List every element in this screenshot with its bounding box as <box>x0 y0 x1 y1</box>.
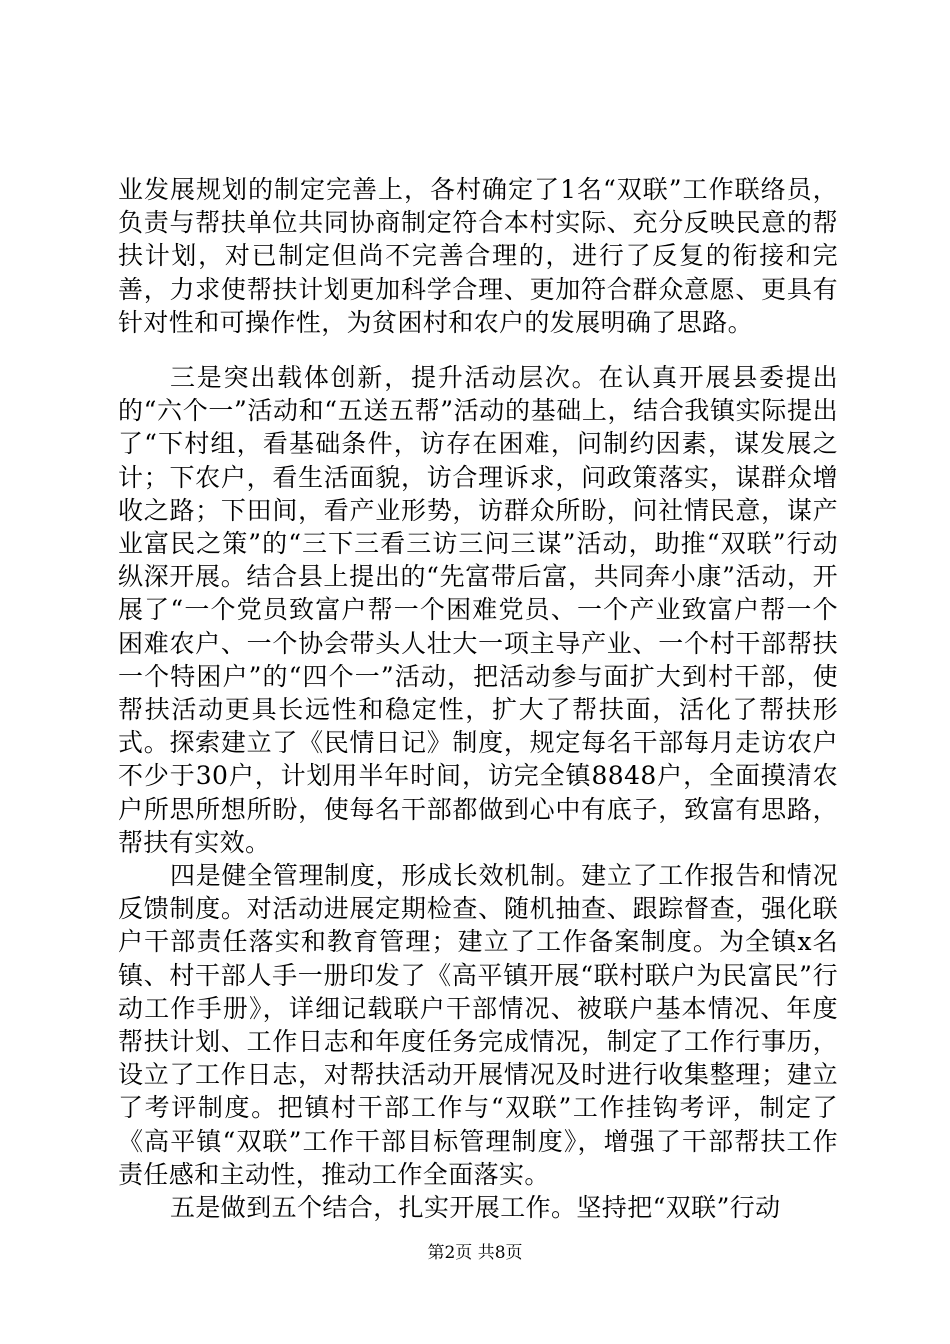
document-body <box>118 173 838 1224</box>
page-footer: 第2页 共8页 <box>427 1243 523 1263</box>
paragraph-five-combinations: 五是做到五个结合，扎实开展工作。坚持把“双联”行动 <box>170 1193 781 1223</box>
paragraph-management-system: 四是健全管理制度，形成长效机制。建立了工作报告和情况反馈制度。对活动进展定期检查、随机抽查、跟踪督查，强化联户干部责任落实和教育管理；建立了工作备案制度。为全镇x名镇、村干部人手一册印发了《高平镇开展“联村联户为民富民”行动工作手册》，详细记载联户干部情况、被联户基本情况、年度帮扶计划、工作日志和年度任务完成情况，制定了工作行事历，设立了工作日志，对帮扶活动开展情况及时进行收集整理；建立了考评制度。把镇村干部工作与“双联”工作挂钩考评，制定了《高平镇“双联”工作干部目标管理制度》，增强了干部帮扶工作责任感和主动性，推动工作全面落实。 <box>118 861 838 1189</box>
paragraph-carrier-innovation: 三是突出载体创新，提升活动层次。在认真开展县委提出的“六个一”活动和“五送五帮”活动的基础上，结合我镇实际提出了“下村组，看基础条件，访存在困难，问制约因素，谋发展之计；下农户，看生活面貌，访合理诉求，问政策落实，谋群众增收之路；下田间，看产业形势，访群众所盼，问社情民意，谋产业富民之策”的“三下三看三访三问三谋”活动，助推“双联”行动纵深开展。结合县上提出的“先富带后富，共同奔小康”活动，开展了“一个党员致富户帮一个困难党员、一个产业致富户帮一个困难农户、一个协会带头人壮大一项主导产业、一个村干部帮扶一个特困户”的“四个一”活动，把活动参与面扩大到村干部，使帮扶活动更具长远性和稳定性，扩大了帮扶面，活化了帮扶形式。探索建立了《民情日记》制度，规定每名干部每月走访农户不少于30户，计划用半年时间，访完全镇8848户，全面摸清农户所思所想所盼，使每名干部都做到心中有底子，致富有思路，帮扶有实效。 <box>118 363 838 857</box>
paragraph-continuation: 业发展规划的制定完善上，各村确定了1名“双联”工作联络员，负责与帮扶单位共同协商制定符合本村实际、充分反映民意的帮扶计划，对已制定但尚不完善合理的，进行了反复的衔接和完善，力求使帮扶计划更加科学合理、更加符合群众意愿、更具有针对性和可操作性，为贫困村和农户的发展明确了思路。 <box>118 175 838 337</box>
